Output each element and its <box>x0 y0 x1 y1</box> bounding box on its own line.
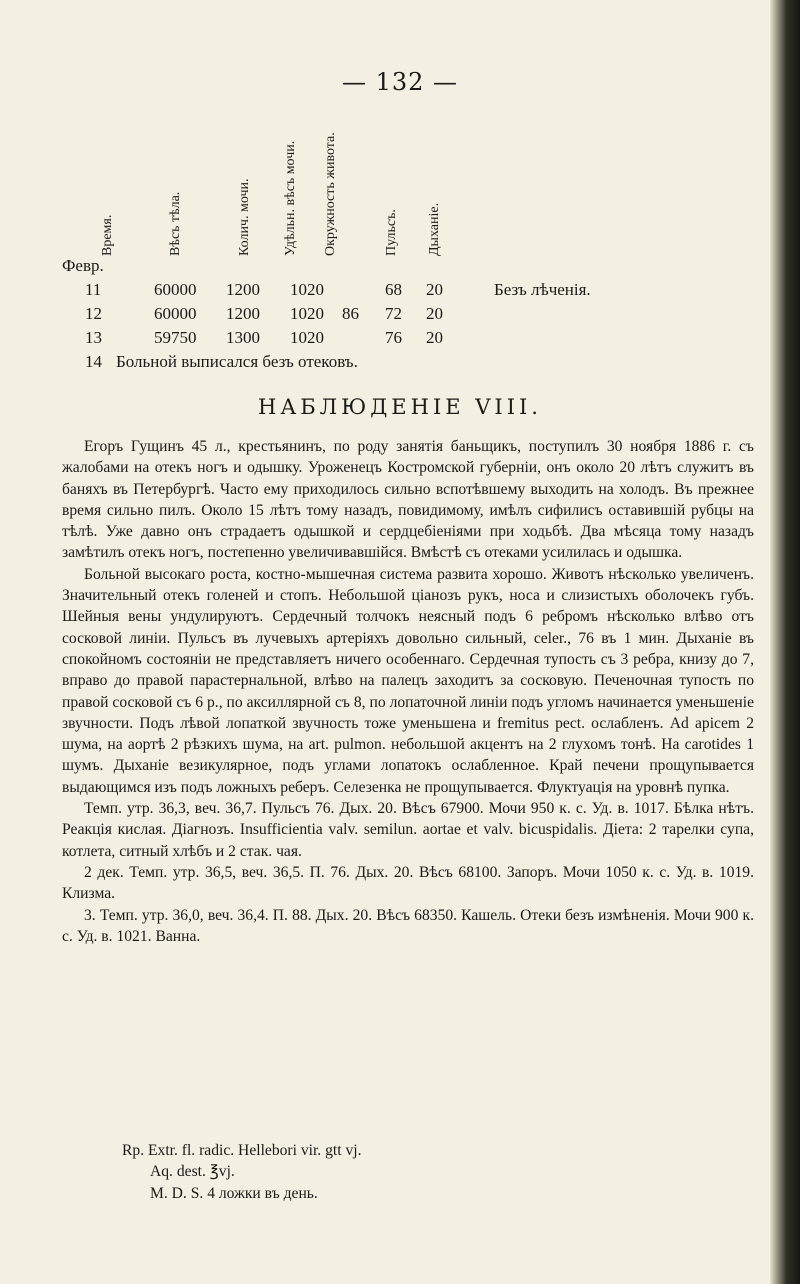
cell-urine: 1200 <box>226 280 260 299</box>
cell-urine: 1300 <box>226 328 260 347</box>
cell-day: 11 <box>85 280 102 299</box>
case-description <box>62 436 754 947</box>
table-month: Февр. <box>62 256 104 275</box>
cell-pulse: 68 <box>385 280 402 299</box>
cell-gravity: 1020 <box>290 280 324 299</box>
cell-day: 12 <box>85 304 102 323</box>
cell-day: 13 <box>85 328 102 347</box>
column-header-girth: Окружность живота. <box>323 132 338 256</box>
table-row <box>0 280 800 304</box>
column-header-respiration: Дыханіе. <box>427 202 442 256</box>
prescription-line: Rp. Extr. fl. radic. Hellebori vir. gtt vj. <box>122 1142 362 1159</box>
cell-respiration: 20 <box>426 304 443 323</box>
column-header-gravity: Удѣльн. вѣсъ мочи. <box>283 140 298 256</box>
table-row <box>0 328 800 352</box>
prescription-line: Aq. dest. ℥vj. <box>150 1163 235 1181</box>
cell-remark: Безъ лѣченія. <box>494 280 591 299</box>
paragraph-day2: 2 дек. Темп. утр. 36,5, веч. 36,5. П. 76. Дых. 20. Вѣсъ 68100. Запоръ. Мочи 1050 к. с. Уд. в. 1019. Клизма. <box>62 863 754 903</box>
prescription-line: M. D. S. 4 ложки въ день. <box>150 1184 318 1202</box>
paragraph-day1: Темп. утр. 36,3, веч. 36,7. Пульсъ 76. Дых. 20. Вѣсъ 67900. Мочи 950 к. с. Уд. в. 1017. Бѣлка нѣтъ. Реакція кислая. Діагнозъ. Insufficientia valv. semilun. aortae et valv. bicuspidalis. Діета: 2 тарелки супа, котлета, ситный хлѣбъ и 2 стак. чая. <box>62 800 754 860</box>
book-edge <box>770 0 800 1284</box>
cell-respiration: 20 <box>426 328 443 347</box>
cell-weight: 59750 <box>154 328 197 347</box>
prescription <box>62 1140 754 1204</box>
paragraph-day3: 3. Темп. утр. 36,0, веч. 36,4. П. 88. Дых. 20. Вѣсъ 68350. Кашель. Отеки безъ измѣненія. Мочи 900 к. с. Уд. в. 1021. Ванна. <box>62 906 754 945</box>
cell-weight: 60000 <box>154 280 197 299</box>
cell-discharge-note: Больной выписался безъ отековъ. <box>116 352 358 371</box>
cell-gravity: 1020 <box>290 328 324 347</box>
table-row <box>0 304 800 328</box>
observation-title: НАБЛЮДЕНІЕ VIII. <box>258 395 542 419</box>
cell-day: 14 <box>85 352 102 371</box>
cell-girth: 86 <box>342 304 359 323</box>
column-header-urine: Колич. мочи. <box>237 178 252 256</box>
page-number: — 132 — <box>341 68 459 96</box>
column-header-pulse: Пульсъ. <box>384 209 399 256</box>
table-row-discharge <box>0 352 800 376</box>
cell-pulse: 72 <box>385 304 402 323</box>
paragraph-anamnesis: Егоръ Гущинъ 45 л., крестьянинъ, по роду занятія баньщикъ, поступилъ 30 ноября 1886 г. съ жалобами на отекъ ногъ и одышку. Уроженецъ Костромской губерніи, онъ около 20 лѣтъ служитъ въ баняхъ въ Петербургѣ. Часто ему приходилось сильно вспотѣвшему выходить на холодъ. Въ прежнее время сильно пилъ. Около 15 лѣтъ тому назадъ, повидимому, имѣлъ сифилисъ оставившій рубцы на тѣлѣ. Уже давно онъ страдаетъ одышкой и сердцебіеніями при ходьбѣ. Два мѣсяца тому назадъ замѣтилъ отекъ ногъ, постепенно увеличивавшійся. Вмѣстѣ съ отеками усилилась и одышка. <box>62 438 754 562</box>
cell-pulse: 76 <box>385 328 402 347</box>
column-header-weight: Вѣсъ тѣла. <box>168 191 183 256</box>
column-header-time: Время. <box>100 214 115 256</box>
cell-urine: 1200 <box>226 304 260 323</box>
cell-weight: 60000 <box>154 304 197 323</box>
cell-gravity: 1020 <box>290 304 324 323</box>
cell-respiration: 20 <box>426 280 443 299</box>
paragraph-status: Больной высокаго роста, костно-мышечная система развита хорошо. Животъ нѣсколько увеличенъ. Значительный отекъ голеней и стопъ. Небольшой ціанозъ рукъ, носа и слизистыхъ оболочекъ губъ. Шейныя вены ундулируютъ. Сердечный толчокъ неясный подъ 6 ребромъ нѣсколько влѣво отъ сосковой линіи. Пульсъ въ лучевыхъ артеріяхъ довольно сильный, celer., 76 въ 1 мин. Дыханіе въ спокойномъ состояніи не представляетъ ничего особеннаго. Сердечная тупость съ 3 ребра, книзу до 7, вправо до правой парастернальной, влѣво на палецъ заходитъ за сосковую. Печеночная тупость по правой сосковой съ 6 р., по аксиллярной съ 8, по лопаточной линіи подъ угломъ начинается уменьшеніе звучности. Подъ лѣвой лопаткой звучность тоже уменьшена и fremitus pect. ослабленъ. Ad apicem 2 шума, на аортѣ 2 рѣзкихъ шума, на art. pulmon. небольшой акцентъ на 2 глухомъ тонѣ. На carotides 1 шумъ. Дыханіе везикулярное, подъ углами лопатокъ ослабленное. Край печени прощупывается выдающимся изъ подъ ложныхъ реберъ. Селезенка не прощупывается. Флуктуація на уровнѣ пупка. <box>62 565 754 796</box>
